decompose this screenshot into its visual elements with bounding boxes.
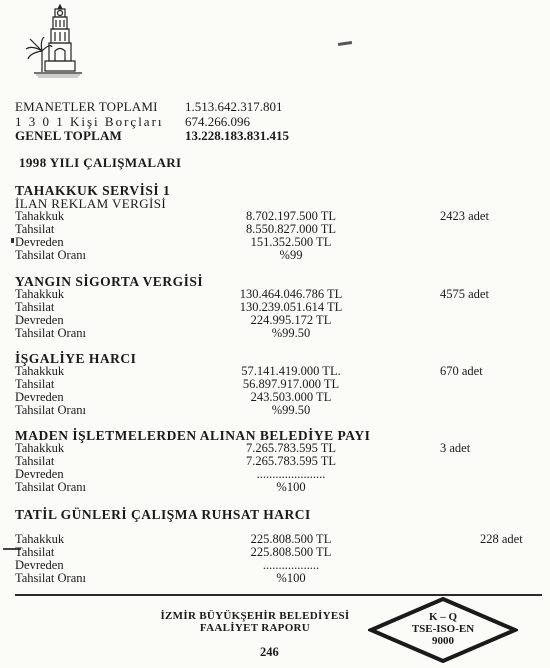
totals-value: 13.228.183.831.415 bbox=[185, 128, 289, 143]
page-number: 246 bbox=[260, 645, 279, 659]
totals-value: 674.266.096 bbox=[185, 114, 250, 129]
year-title: 1998 YILI ÇALIŞMALARI bbox=[19, 155, 182, 170]
row-label: Tahsilat bbox=[15, 377, 55, 391]
totals-label: GENEL TOPLAM bbox=[15, 128, 123, 143]
row-value: %100 bbox=[276, 480, 306, 494]
row-label: Tahsilat Oranı bbox=[15, 480, 86, 494]
section-title: YANGIN SİGORTA VERGİSİ bbox=[15, 274, 204, 289]
row-label: Tahakkuk bbox=[15, 209, 65, 223]
row-value: 56.897.917.000 TL bbox=[242, 377, 340, 391]
row-label: Devreden bbox=[15, 235, 64, 249]
badge-text bbox=[368, 611, 518, 647]
row-value: 8.550.827.000 TL bbox=[245, 222, 337, 236]
row-count: 4575 adet bbox=[440, 287, 489, 301]
row-label: Tahsilat Oranı bbox=[15, 403, 86, 417]
table-row bbox=[15, 481, 545, 494]
row-label: Tahsilat bbox=[15, 545, 55, 559]
row-value: .................. bbox=[262, 558, 320, 572]
quality-diamond-badge bbox=[368, 597, 518, 663]
row-value: 8.702.197.500 TL bbox=[245, 209, 337, 223]
row-label: Tahsilat bbox=[15, 222, 55, 236]
row-label: Devreden bbox=[15, 558, 64, 572]
footer-title bbox=[150, 610, 360, 634]
row-count: 228 adet bbox=[480, 532, 523, 546]
row-value: 225.808.500 TL bbox=[250, 545, 332, 559]
totals-label: EMANETLER TOPLAMI bbox=[15, 99, 158, 114]
row-value: 130.239.051.614 TL bbox=[239, 300, 343, 314]
row-label: Tahsilat bbox=[15, 454, 55, 468]
clock-tower-icon bbox=[20, 3, 90, 83]
row-value: 224.995.172 TL bbox=[250, 313, 332, 327]
table-row bbox=[15, 249, 545, 262]
scan-mark bbox=[11, 238, 14, 243]
row-value: %100 bbox=[276, 571, 306, 585]
row-label: Tahakkuk bbox=[15, 364, 65, 378]
row-label: Devreden bbox=[15, 313, 64, 327]
row-value: 7.265.783.595 TL bbox=[245, 454, 337, 468]
footer-divider bbox=[15, 594, 542, 596]
row-value: 7.265.783.595 TL bbox=[245, 441, 337, 455]
row-label: Tahsilat Oranı bbox=[15, 326, 86, 340]
row-value: 57.141.419.000 TL. bbox=[241, 364, 341, 378]
row-value: %99 bbox=[279, 248, 303, 262]
section-title: TAHAKKUK SERVİSİ 1 bbox=[15, 183, 171, 198]
row-value: %99.50 bbox=[271, 326, 311, 340]
row-count: 3 adet bbox=[440, 441, 471, 455]
footer-line-2: FAALİYET RAPORU bbox=[199, 622, 311, 634]
row-label: Tahakkuk bbox=[15, 287, 65, 301]
badge-line-2: TSE-ISO-EN bbox=[411, 623, 475, 635]
row-value: 225.808.500 TL bbox=[250, 532, 332, 546]
row-value: 130.464.046.786 TL bbox=[239, 287, 343, 301]
table-row bbox=[15, 572, 545, 585]
scan-mark bbox=[338, 41, 352, 46]
row-count: 670 adet bbox=[440, 364, 483, 378]
totals-label: 1 3 0 1 Kişi Borçları bbox=[15, 114, 164, 129]
table-row bbox=[15, 404, 545, 417]
table-row bbox=[15, 327, 545, 340]
row-count: 2423 adet bbox=[440, 209, 489, 223]
section-title: TATİL GÜNLERİ ÇALIŞMA RUHSAT HARCI bbox=[15, 507, 311, 522]
row-value: 151.352.500 TL bbox=[250, 235, 332, 249]
row-value: 243.503.000 TL bbox=[250, 390, 332, 404]
row-label: Tahsilat Oranı bbox=[15, 248, 86, 262]
row-label: Tahakkuk bbox=[15, 532, 65, 546]
row-label: Tahakkuk bbox=[15, 441, 65, 455]
row-label: Devreden bbox=[15, 467, 64, 481]
totals-value: 1.513.642.317.801 bbox=[185, 99, 283, 114]
section-title: İŞGALİYE HARCI bbox=[15, 351, 137, 366]
badge-line-1: K – Q bbox=[428, 611, 458, 623]
row-label: Tahsilat Oranı bbox=[15, 571, 86, 585]
badge-line-3: 9000 bbox=[432, 635, 454, 647]
row-label: Devreden bbox=[15, 390, 64, 404]
section-subtitle: İLAN REKLAM VERGİSİ bbox=[15, 196, 167, 211]
row-label: Tahsilat bbox=[15, 300, 55, 314]
section-title: MADEN İŞLETMELERDEN ALINAN BELEDİYE PAYI bbox=[15, 428, 371, 443]
row-value: %99.50 bbox=[271, 403, 311, 417]
row-value: ...................... bbox=[256, 467, 326, 481]
footer-line-1: İZMİR BÜYÜKŞEHİR BELEDİYESİ bbox=[160, 610, 350, 622]
